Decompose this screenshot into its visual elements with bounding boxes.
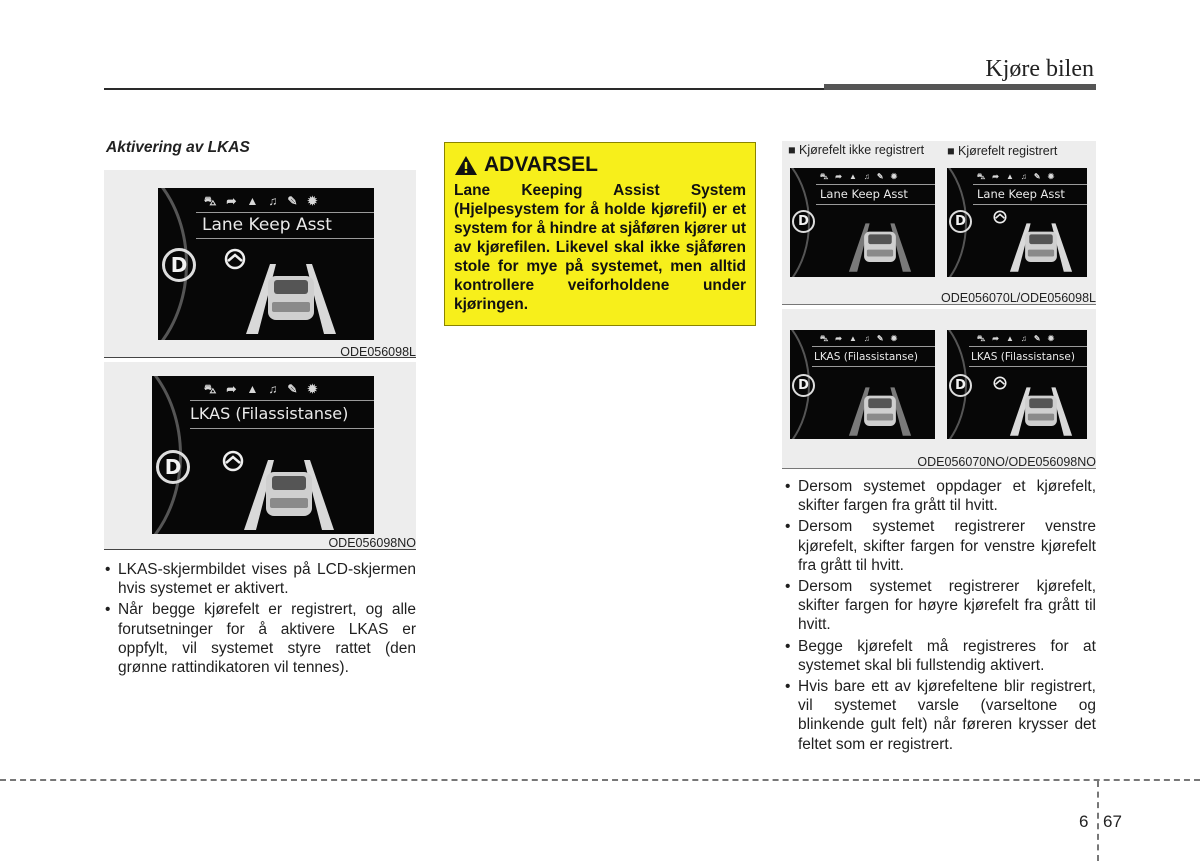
page-number: 67 — [1103, 812, 1122, 831]
list-item: • Dersom systemet registrerer kjørefelt, skifter fargen for høyre kjørefelt fra grått til hvitt. — [784, 577, 1096, 635]
lcd-title: LKAS (Filassistanse) — [190, 404, 349, 423]
list-item: • LKAS-skjermbildet vises på LCD-skjermen hvis systemet er aktivert. — [104, 560, 416, 598]
lane-icon: ▲ — [1005, 334, 1014, 343]
gear-indicator: D — [162, 248, 196, 282]
lcd-title: Lane Keep Asst — [977, 187, 1065, 201]
lane-car-graphic — [842, 210, 918, 274]
lane-car-graphic — [234, 442, 344, 532]
lane-icon: ▲ — [848, 172, 857, 181]
settings-icon: ✹ — [890, 334, 898, 343]
lcd-title: Lane Keep Asst — [820, 187, 908, 201]
figure-lkas-filassistanse — [104, 362, 416, 550]
car-icon: ⛍ — [977, 172, 986, 181]
warning-text: Lane Keeping Assist System (Hjelpesystem for å holde kjørefil) er et system for å hindre at sjåføren kjører ut av kjørefilen. Likevel skal ikke sjåføren stole for mye på systemet, men alltid kontrollere veiforholdene under kjøringen. — [454, 182, 747, 313]
footer-rule — [0, 779, 1200, 781]
lcd-screen — [152, 376, 374, 534]
arrow-icon: ➦ — [226, 194, 237, 208]
wrench-icon: ✎ — [876, 172, 884, 181]
warning-header — [454, 153, 746, 177]
lcd-icon-row — [204, 194, 317, 210]
wrench-icon: ✎ — [1033, 172, 1041, 181]
lcd-screen-small — [790, 168, 935, 277]
list-item: • Når begge kjørefelt er registrert, og alle forutsetninger for å aktivere LKAS er oppfylt, vil systemet styre rattet (den grønne rattindikatoren vil tennes). — [104, 600, 416, 677]
car-icon: ⛍ — [204, 382, 217, 396]
warning-box — [444, 142, 756, 326]
lane-icon: ▲ — [848, 334, 857, 343]
gear-indicator: D — [156, 450, 190, 484]
figure-caption: ODE056070NO/ODE056098NO — [917, 455, 1096, 469]
settings-icon: ✹ — [890, 172, 898, 181]
lcd-title: Lane Keep Asst — [202, 215, 332, 235]
lcd-screen-small — [790, 330, 935, 439]
lane-car-graphic — [1003, 210, 1079, 274]
lane-icon: ▲ — [1005, 172, 1014, 181]
page-header-title: Kjøre bilen — [985, 56, 1094, 82]
right-bullet-list — [784, 477, 1096, 756]
car-icon: ⛍ — [977, 334, 986, 343]
lcd-icon-row — [204, 382, 317, 398]
figure-lane-keep-asst — [104, 170, 416, 358]
chapter-number: 6 — [1079, 812, 1089, 831]
list-item: • Begge kjørefelt må registreres for at systemet skal bli fullstendig aktivert. — [784, 637, 1096, 675]
footer-divider — [1097, 781, 1099, 861]
list-item: • Dersom systemet registrerer venstre kjørefelt, skifter fargen for venstre kjørefelt fra grått til hvitt. — [784, 517, 1096, 575]
wrench-icon: ✎ — [287, 382, 298, 396]
wrench-icon: ✎ — [287, 194, 298, 208]
lcd-title: LKAS (Filassistanse) — [971, 351, 1075, 363]
lane-car-graphic — [1003, 374, 1079, 438]
arrow-icon: ➦ — [226, 382, 237, 396]
arrow-icon: ➦ — [992, 172, 999, 181]
lcd-screen-small — [947, 330, 1087, 439]
wrench-icon: ✎ — [1033, 334, 1041, 343]
list-item: • Dersom systemet oppdager et kjørefelt, skifter fargen fra grått til hvitt. — [784, 477, 1096, 515]
settings-icon: ✹ — [307, 382, 318, 396]
music-icon: ♫ — [863, 172, 870, 181]
arrow-icon: ➦ — [992, 334, 999, 343]
panel-label-registered: ■ Kjørefelt registrert — [947, 144, 1058, 158]
lane-icon: ▲ — [246, 382, 259, 396]
left-bullet-list — [104, 560, 416, 679]
arrow-icon: ➦ — [835, 172, 842, 181]
music-icon: ♫ — [1020, 172, 1027, 181]
wrench-icon: ✎ — [876, 334, 884, 343]
warning-icon — [454, 155, 478, 176]
lane-icon: ▲ — [246, 194, 259, 208]
header-rule-accent — [824, 84, 1096, 90]
gear-indicator: D — [949, 210, 972, 233]
car-icon: ⛍ — [204, 194, 217, 208]
lcd-screen — [158, 188, 374, 340]
music-icon: ♫ — [1020, 334, 1027, 343]
music-icon: ♫ — [268, 194, 278, 208]
music-icon: ♫ — [863, 334, 870, 343]
lcd-title: LKAS (Filassistanse) — [814, 351, 918, 363]
settings-icon: ✹ — [307, 194, 318, 208]
settings-icon: ✹ — [1047, 334, 1055, 343]
gear-indicator: D — [792, 210, 815, 233]
list-item: • Hvis bare ett av kjørefeltene blir registrert, vil systemet varsle (varseltone og blinkende gult felt) når føreren krysser det feltet som er registrert. — [784, 677, 1096, 754]
section-heading: Aktivering av LKAS — [106, 139, 250, 156]
lcd-screen-small — [947, 168, 1087, 277]
panel-label-not-registered: ■ Kjørefelt ikke registrert — [788, 143, 925, 157]
settings-icon: ✹ — [1047, 172, 1055, 181]
arrow-icon: ➦ — [835, 334, 842, 343]
warning-title: ADVARSEL — [484, 153, 598, 176]
music-icon: ♫ — [268, 382, 278, 396]
car-icon: ⛍ — [820, 334, 829, 343]
figure-caption: ODE056070L/ODE056098L — [941, 291, 1096, 305]
lane-car-graphic — [236, 246, 346, 336]
lane-car-graphic — [842, 374, 918, 438]
figure-caption: ODE056098L — [340, 345, 416, 359]
gear-indicator: D — [949, 374, 972, 397]
gear-indicator: D — [792, 374, 815, 397]
figure-caption: ODE056098NO — [328, 536, 416, 550]
car-icon: ⛍ — [820, 172, 829, 181]
